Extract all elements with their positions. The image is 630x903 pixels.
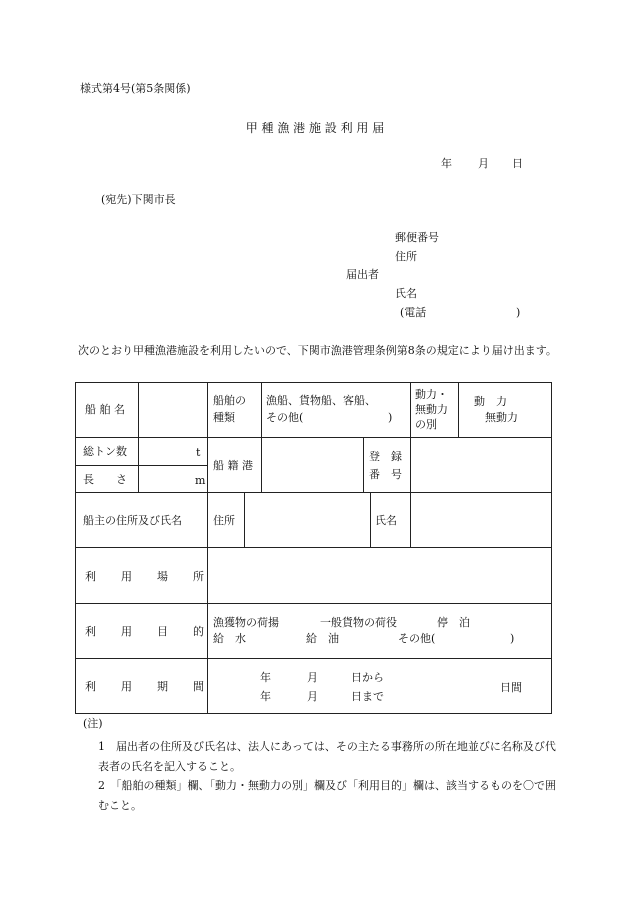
- date-day-label: 日: [512, 157, 523, 170]
- notes-header: (注): [83, 717, 103, 730]
- usage-purpose-label: 利 用 目 的: [85, 625, 211, 638]
- body-text: 次のとおり甲種漁港施設を利用したいので、下関市漁港管理条例第8条の規定により届け出ます。: [78, 344, 557, 357]
- length-unit: m: [195, 474, 206, 487]
- vessel-type-other-close: ): [388, 411, 393, 424]
- purpose-water-supply: 給 水: [213, 632, 246, 645]
- applicant-name-label: 氏名: [395, 287, 417, 300]
- owner-name-label: 氏名: [375, 514, 397, 527]
- purpose-other: その他(: [398, 632, 436, 645]
- home-port-label: 船 籍 港: [213, 459, 253, 472]
- note-1: 1 届出者の住所及び氏名は、法人にあっては、その主たる事務所の所在地並びに名称及び代表者の氏名を記入すること。: [98, 740, 556, 773]
- vessel-type-label-l1: 船舶の: [213, 394, 246, 407]
- usage-place-label: 利 用 場 所: [85, 570, 211, 583]
- vessel-type-label-l2: 種類: [213, 411, 235, 424]
- applicant-address-label: 住所: [395, 250, 417, 263]
- form-number: 様式第4号(第5条関係): [80, 82, 191, 95]
- power-label-l3: の別: [415, 418, 437, 431]
- postal-code-label: 郵便番号: [395, 231, 439, 244]
- purpose-mooring: 停 泊: [437, 616, 470, 629]
- period-from-year: 年: [260, 671, 271, 684]
- length-label: 長 さ: [83, 473, 127, 486]
- period-to-day: 日まで: [351, 690, 384, 703]
- vessel-name-label: 船 舶 名: [85, 403, 125, 416]
- purpose-cargo-handling: 一般貨物の荷役: [320, 616, 397, 629]
- phone-close: ): [516, 306, 521, 319]
- registration-label-l2: 番 号: [369, 468, 402, 481]
- period-from-day: 日から: [351, 671, 384, 684]
- power-option-powered: 動 力: [474, 395, 507, 408]
- purpose-refueling: 給 油: [306, 632, 339, 645]
- owner-address-label: 住所: [213, 514, 235, 527]
- purpose-unloading: 漁獲物の荷揚: [213, 616, 279, 629]
- note-2: 2 「船舶の種類」欄、「動力・無動力の別」欄及び「利用目的」欄は、該当するものを〇で囲むこと。: [98, 779, 556, 812]
- power-label-l1: 動力・: [415, 388, 448, 401]
- date-year-label: 年: [441, 157, 452, 170]
- phone-label: (電話: [400, 306, 427, 319]
- tonnage-unit: t: [196, 446, 201, 459]
- date-month-label: 月: [478, 157, 489, 170]
- applicant-label: 届出者: [346, 268, 379, 281]
- period-days: 日間: [500, 681, 522, 694]
- form-title: 甲 種 漁 港 施 設 利 用 届: [245, 121, 385, 135]
- usage-period-label: 利 用 期 間: [85, 680, 211, 693]
- owner-label: 船主の住所及び氏名: [83, 514, 182, 527]
- addressee: (宛先)下関市長: [101, 193, 176, 206]
- gross-tonnage-label: 総トン数: [83, 445, 127, 458]
- period-to-year: 年: [260, 690, 271, 703]
- power-label-l2: 無動力: [415, 403, 448, 416]
- purpose-other-close: ): [510, 632, 515, 645]
- power-option-unpowered: 無動力: [485, 411, 518, 424]
- registration-label-l1: 登 録: [369, 450, 402, 463]
- vessel-type-options: 漁船、貨物船、客船、: [266, 394, 376, 407]
- period-from-month: 月: [307, 671, 318, 684]
- vessel-type-other: その他(: [266, 411, 304, 424]
- period-to-month: 月: [307, 690, 318, 703]
